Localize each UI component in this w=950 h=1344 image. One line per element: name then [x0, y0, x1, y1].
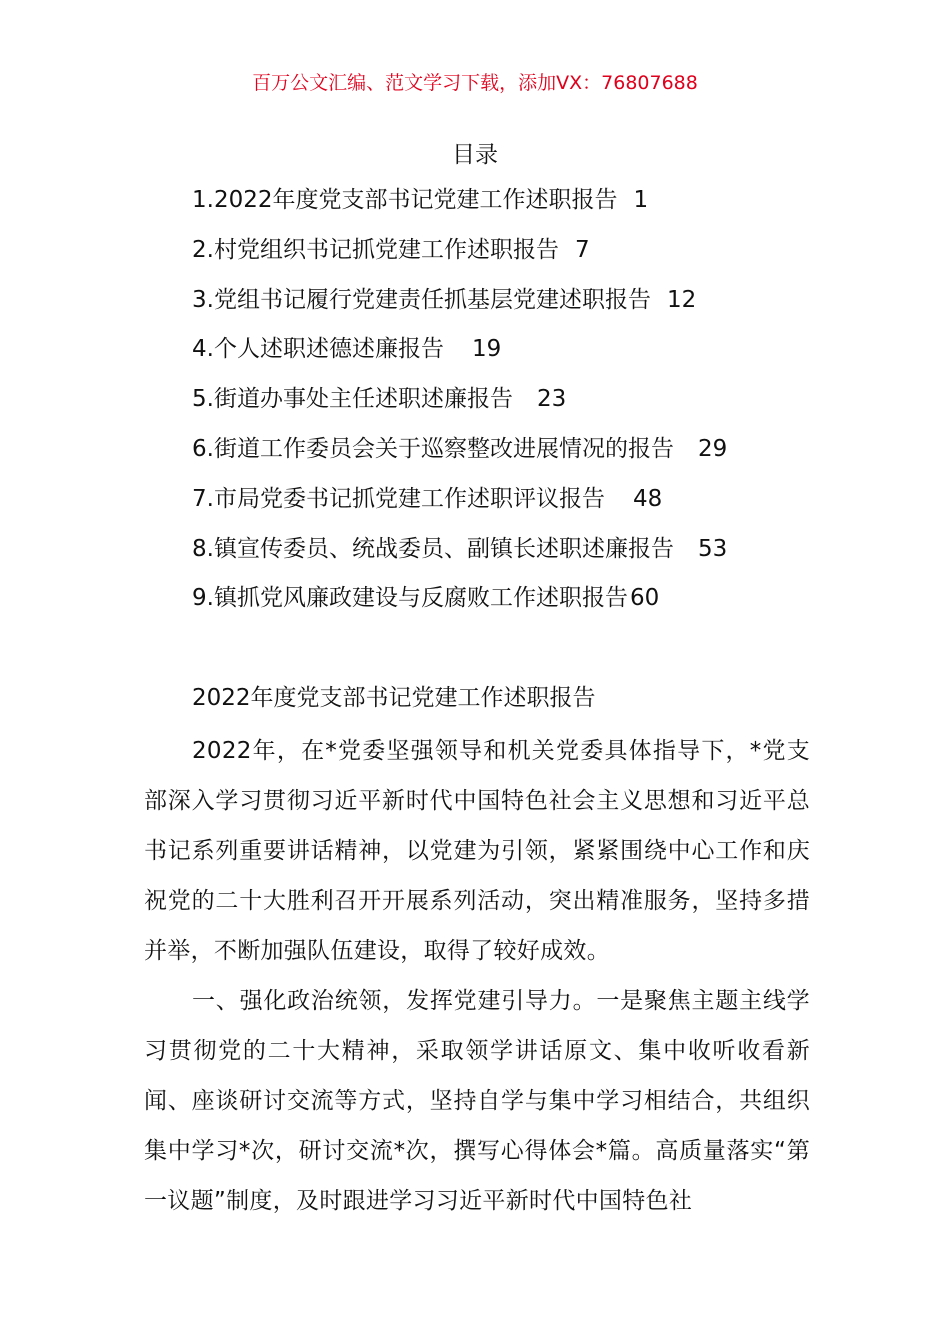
toc-item[interactable] [192, 527, 727, 577]
toc-item-label: 2.村党组织书记抓党建工作述职报告 [192, 236, 559, 263]
toc-item-page: 7 [574, 236, 590, 263]
toc-item-page: 12 [666, 286, 697, 313]
toc-item-label: 6.街道工作委员会关于巡察整改进展情况的报告 [192, 435, 674, 462]
toc-item[interactable] [192, 377, 727, 427]
toc-item-page: 1 [633, 187, 649, 213]
toc-item-label: 7.市局党委书记抓党建工作述职评议报告 [192, 485, 605, 512]
toc-item[interactable] [192, 477, 727, 527]
toc-item-page: 29 [697, 435, 728, 462]
watermark-header: 百万公文汇编、范文学习下载，添加VX：76807688 [252, 72, 698, 94]
toc-item[interactable] [192, 427, 727, 477]
toc-item[interactable] [192, 278, 727, 328]
article-title: 2022年度党支部书记党建工作述职报告 [192, 685, 596, 711]
toc-item-label: 5.街道办事处主任述职述廉报告 [192, 386, 513, 413]
toc-title: 目录 [452, 142, 498, 168]
toc-item-page: 53 [697, 535, 728, 562]
toc-item-page: 19 [471, 336, 502, 363]
toc-item-page: 60 [629, 585, 660, 612]
toc-item-label: 4.个人述职述德述廉报告 [192, 336, 444, 363]
toc-item[interactable] [192, 228, 727, 278]
toc-item[interactable] [192, 178, 727, 228]
article-body [144, 726, 810, 1226]
toc-item-page: 48 [632, 485, 663, 512]
paragraph: 2022年，在*党委坚强领导和机关党委具体指导下，*党支部深入学习贯彻习近平新时代中国特色社会主义思想和习近平总书记系列重要讲话精神，以党建为引领，紧紧围绕中心工作和庆祝党的二十大胜利召开开展系列活动，突出精准服务，坚持多措并举，不断加强队伍建设，取得了较好成效。 [144, 738, 810, 964]
toc-item-page: 23 [536, 386, 567, 413]
toc-item-label: 8.镇宣传委员、统战委员、副镇长述职述廉报告 [192, 535, 674, 562]
toc-item[interactable] [192, 576, 727, 626]
paragraph: 一、强化政治统领，发挥党建引导力。一是聚焦主题主线学习贯彻党的二十大精神，采取领学讲话原文、集中收听收看新闻、座谈研讨交流等方式，坚持自学与集中学习相结合，共组织集中学习*次，研讨交流*次，撰写心得体会*篇。高质量落实“第一议题”制度，及时跟进学习习近平新时代中国特色社 [144, 988, 810, 1214]
toc-item-label: 9.镇抓党风廉政建设与反腐败工作述职报告 [192, 585, 628, 612]
toc-item-label: 1.2022年度党支部书记党建工作述职报告 [192, 187, 618, 213]
toc-item[interactable] [192, 327, 727, 377]
toc-item-label: 3.党组书记履行党建责任抓基层党建述职报告 [192, 286, 651, 313]
table-of-contents [192, 178, 727, 626]
